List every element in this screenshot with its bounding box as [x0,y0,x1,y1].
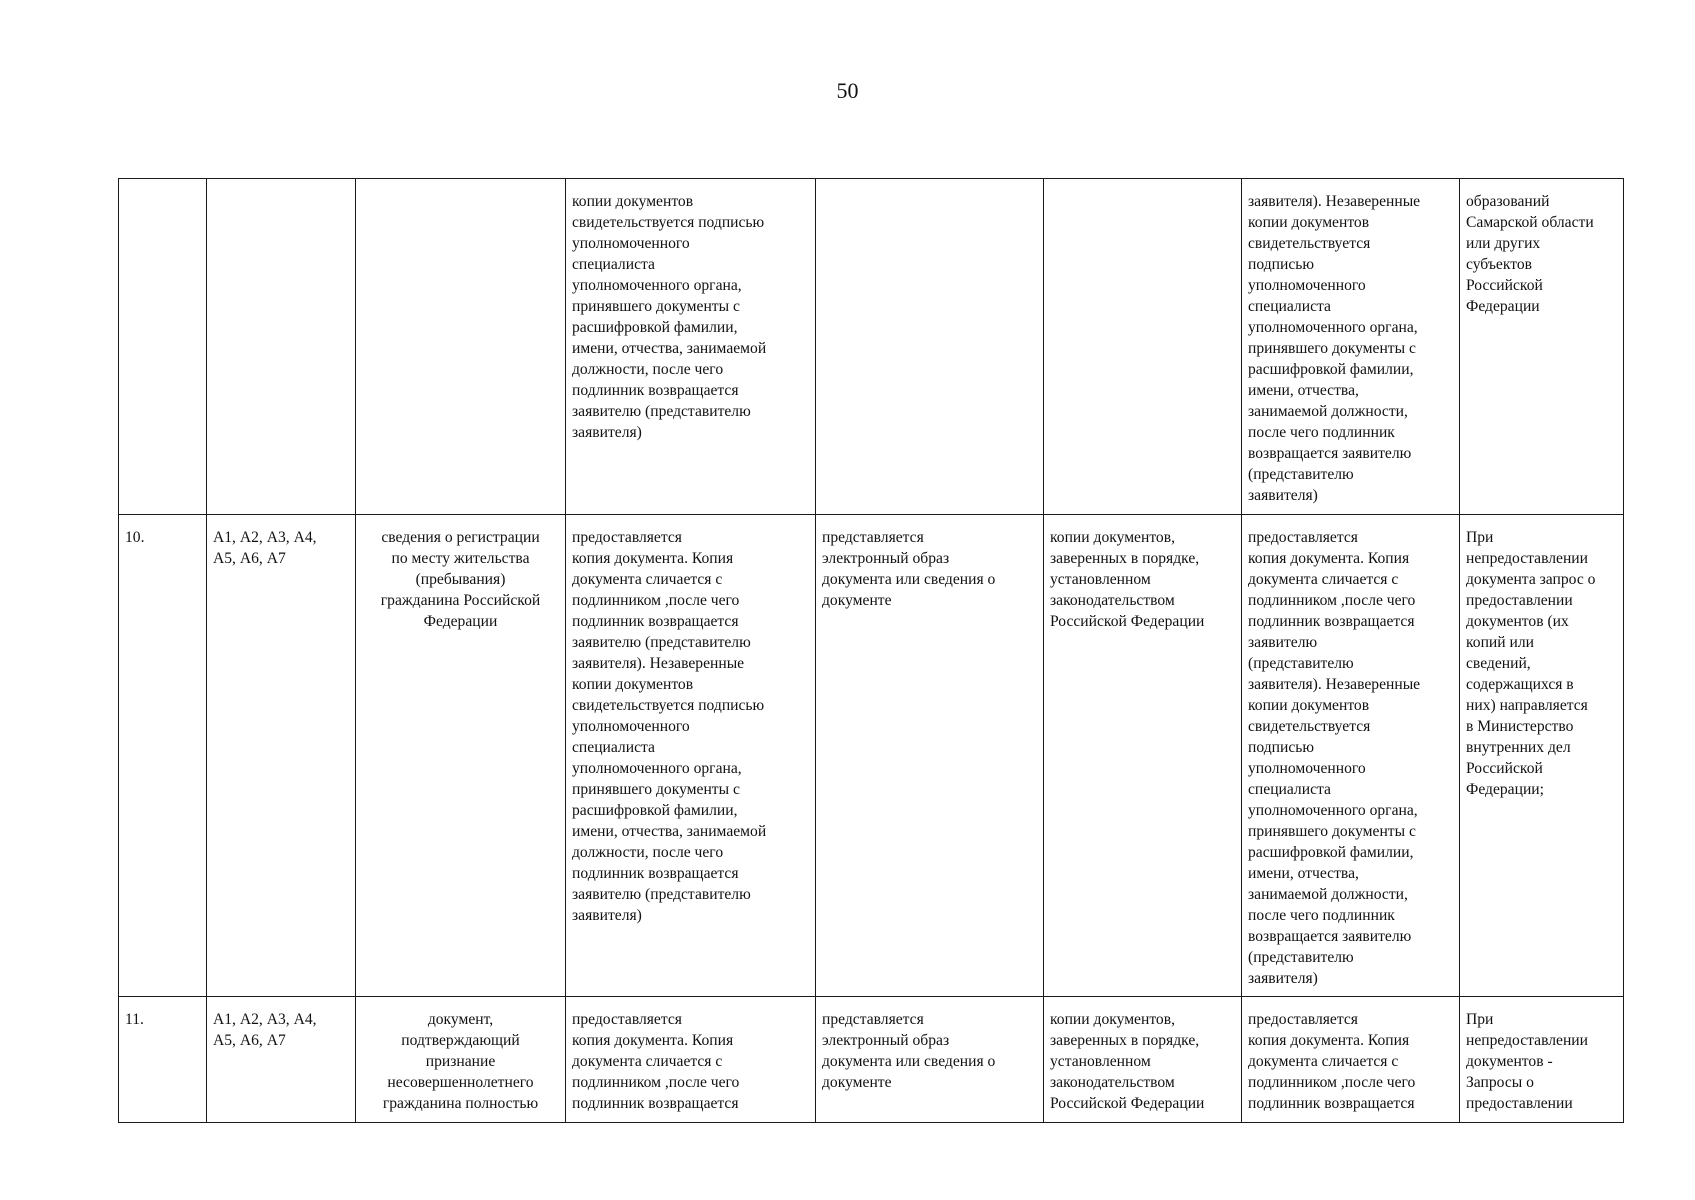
applicant-categories-cell: А1, А2, А3, А4, А5, А6, А7 [207,997,356,1123]
applicant-categories-cell: А1, А2, А3, А4, А5, А6, А7 [207,515,356,997]
mfc-submission-cell: предоставляется копия документа. Копия документа сличается с подлинником ,после чего подлинник возвращается заявителю (представителю заявителя). Незаверенные копии документов свидетельствуется подписью уполномоченного специалиста уполномоченного органа, принявшего документы с расшифровкой фамилии, имени, отчества, занимаемой должности, после чего подлинник возвращается заявителю (представителю заявителя) [1242,515,1460,997]
mfc-submission-cell: предоставляется копия документа. Копия документа сличается с подлинником ,после чего подлинник возвращается [1242,997,1460,1123]
applicant-categories-cell [207,179,356,515]
notes-cell: образований Самарской области или других субъектов Российской Федерации [1460,179,1624,515]
mfc-submission-cell: заявителя). Незаверенные копии документов свидетельствуется подписью уполномоченного специалиста уполномоченного органа, принявшего документы с расшифровкой фамилии, имени, отчества, занимаемой должности, после чего подлинник возвращается заявителю (представителю заявителя) [1242,179,1460,515]
table-row [119,515,1624,997]
mail-submission-cell: копии документов, заверенных в порядке, установленном законодательством Российской Федерации [1044,515,1242,997]
table-row [119,179,1624,515]
paper-submission-cell: копии документов свидетельствуется подписью уполномоченного специалиста уполномоченного органа, принявшего документы с расшифровкой фамилии, имени, отчества, занимаемой должности, после чего подлинник возвращается заявителю (представителю заявителя) [566,179,816,515]
electronic-submission-cell: представляется электронный образ документа или сведения о документе [816,515,1044,997]
electronic-submission-cell: представляется электронный образ документа или сведения о документе [816,997,1044,1123]
electronic-submission-cell [816,179,1044,515]
requirements-table [118,178,1624,1123]
table-row [119,997,1624,1123]
mail-submission-cell [1044,179,1242,515]
row-number-cell: 10. [119,515,207,997]
notes-cell: При непредоставлении документов - Запросы о предоставлении [1460,997,1624,1123]
paper-submission-cell: предоставляется копия документа. Копия документа сличается с подлинником ,после чего подлинник возвращается заявителю (представителю заявителя). Незаверенные копии документов свидетельствуется подписью уполномоченного специалиста уполномоченного органа, принявшего документы с расшифровкой фамилии, имени, отчества, занимаемой должности, после чего подлинник возвращается заявителю (представителю заявителя) [566,515,816,997]
paper-submission-cell: предоставляется копия документа. Копия документа сличается с подлинником ,после чего подлинник возвращается [566,997,816,1123]
mail-submission-cell: копии документов, заверенных в порядке, установленном законодательством Российской Федерации [1044,997,1242,1123]
row-number-cell: 11. [119,997,207,1123]
notes-cell: При непредоставлении документа запрос о предоставлении документов (их копий или сведений, содержащихся в них) направляется в Министерство внутренних дел Российской Федерации; [1460,515,1624,997]
document-name-cell: документ, подтверждающий признание несовершеннолетнего гражданина полностью [356,997,566,1123]
page-number: 50 [836,78,859,103]
document-name-cell [356,179,566,515]
document-name-cell: сведения о регистрации по месту жительства (пребывания) гражданина Российской Федерации [356,515,566,997]
row-number-cell [119,179,207,515]
